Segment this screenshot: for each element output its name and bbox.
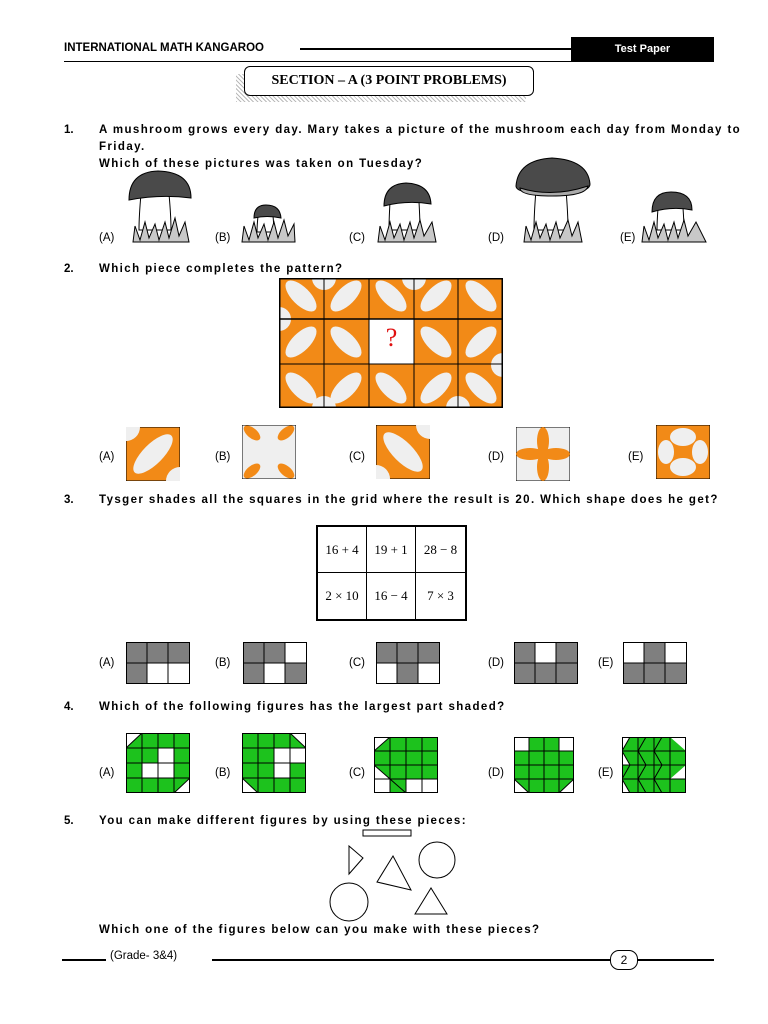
- question-5-number: 5.: [64, 815, 74, 827]
- q1-option-b[interactable]: (B): [215, 232, 231, 244]
- q4-figure-d: [514, 737, 574, 793]
- section-title: SECTION – A (3 POINT PROBLEMS): [244, 66, 534, 96]
- bar-piece: [363, 830, 411, 836]
- grid-cell: 16 + 4: [318, 527, 367, 573]
- q2-option-e[interactable]: (E): [628, 451, 644, 463]
- footer-rule-right: [638, 959, 714, 961]
- q2-option-c[interactable]: (C): [349, 451, 365, 463]
- q3-shape-d: [514, 642, 578, 684]
- mushroom-option-a: [125, 166, 197, 246]
- circle-piece: [419, 842, 455, 878]
- q4-option-e[interactable]: (E): [598, 767, 614, 779]
- q4-option-d[interactable]: (D): [488, 767, 504, 779]
- triangle-piece-2: [415, 888, 447, 914]
- q2-tile-a: [126, 427, 180, 481]
- question-2-text: Which piece completes the pattern?: [99, 263, 344, 275]
- small-triangle-piece: [349, 846, 363, 874]
- mushroom-option-b: [240, 200, 296, 246]
- question-1-number: 1.: [64, 124, 74, 136]
- q2-tile-b: [242, 425, 296, 479]
- mushroom-option-d: [512, 156, 592, 246]
- q3-shape-c: [376, 642, 440, 684]
- mushroom-option-c: [374, 178, 444, 246]
- q3-option-c[interactable]: (C): [349, 657, 365, 669]
- grid-cell: 19 + 1: [367, 527, 416, 573]
- q2-option-d[interactable]: (D): [488, 451, 504, 463]
- missing-piece-mark: ?: [385, 323, 398, 352]
- q1-option-c[interactable]: (C): [349, 232, 365, 244]
- question-5-followup: Which one of the figures below can you make with these pieces?: [99, 924, 541, 936]
- grid-cell: 7 × 3: [427, 588, 454, 603]
- q4-option-c[interactable]: (C): [349, 767, 365, 779]
- question-3-number: 3.: [64, 494, 74, 506]
- puzzle-pieces: [325, 826, 465, 922]
- footer-rule-middle: [212, 959, 610, 961]
- header-divider: [300, 48, 572, 50]
- question-4-text: Which of the following figures has the largest part shaded?: [99, 701, 506, 713]
- header-rule: [64, 61, 714, 62]
- q2-option-a[interactable]: (A): [99, 451, 115, 463]
- question-3-text: Tysger shades all the squares in the grid where the result is 20. Which shape does he get?: [99, 494, 719, 506]
- q2-tile-e: [656, 425, 710, 479]
- header-badge: Test Paper: [571, 37, 714, 61]
- mushroom-option-e: [640, 188, 710, 246]
- q2-option-b[interactable]: (B): [215, 451, 231, 463]
- footer-grade: (Grade- 3&4): [110, 950, 178, 962]
- q3-option-b[interactable]: (B): [215, 657, 231, 669]
- question-1-line-1: A mushroom grows every day. Mary takes a picture of the mushroom each day from Monday to Friday.: [99, 124, 742, 153]
- grid-cell: 2 × 10: [318, 573, 367, 619]
- question-1-line-2: Which of these pictures was taken on Tuesday?: [99, 158, 424, 170]
- grid-cell: 28 − 8: [416, 527, 465, 573]
- question-2-number: 2.: [64, 263, 74, 275]
- q4-figure-a: [126, 733, 190, 793]
- header-title: INTERNATIONAL MATH KANGAROO: [64, 42, 264, 54]
- question-5-text: You can make different figures by using these pieces:: [99, 815, 467, 827]
- q1-option-a[interactable]: (A): [99, 232, 115, 244]
- page-number: 2: [610, 950, 638, 970]
- q1-option-e[interactable]: (E): [620, 232, 636, 244]
- footer-rule-left: [62, 959, 106, 961]
- expression-grid: [316, 525, 467, 621]
- question-4-number: 4.: [64, 701, 74, 713]
- q3-shape-a: [126, 642, 190, 684]
- question-1-text: [99, 122, 768, 173]
- q1-option-d[interactable]: (D): [488, 232, 504, 244]
- q4-option-a[interactable]: (A): [99, 767, 115, 779]
- circle-piece-2: [330, 883, 368, 921]
- q2-tile-c: [376, 425, 430, 479]
- q3-option-e[interactable]: (E): [598, 657, 614, 669]
- grid-cell: 16 − 4: [367, 573, 416, 619]
- q3-option-d[interactable]: (D): [488, 657, 504, 669]
- q4-figure-b: [242, 733, 306, 793]
- q3-shape-b: [243, 642, 307, 684]
- q3-shape-e: [623, 642, 687, 684]
- q2-tile-d: [516, 427, 570, 481]
- q4-figure-e: [622, 737, 686, 793]
- triangle-piece: [377, 856, 411, 890]
- q4-figure-c: [374, 737, 438, 793]
- q3-option-a[interactable]: (A): [99, 657, 115, 669]
- q4-option-b[interactable]: (B): [215, 767, 231, 779]
